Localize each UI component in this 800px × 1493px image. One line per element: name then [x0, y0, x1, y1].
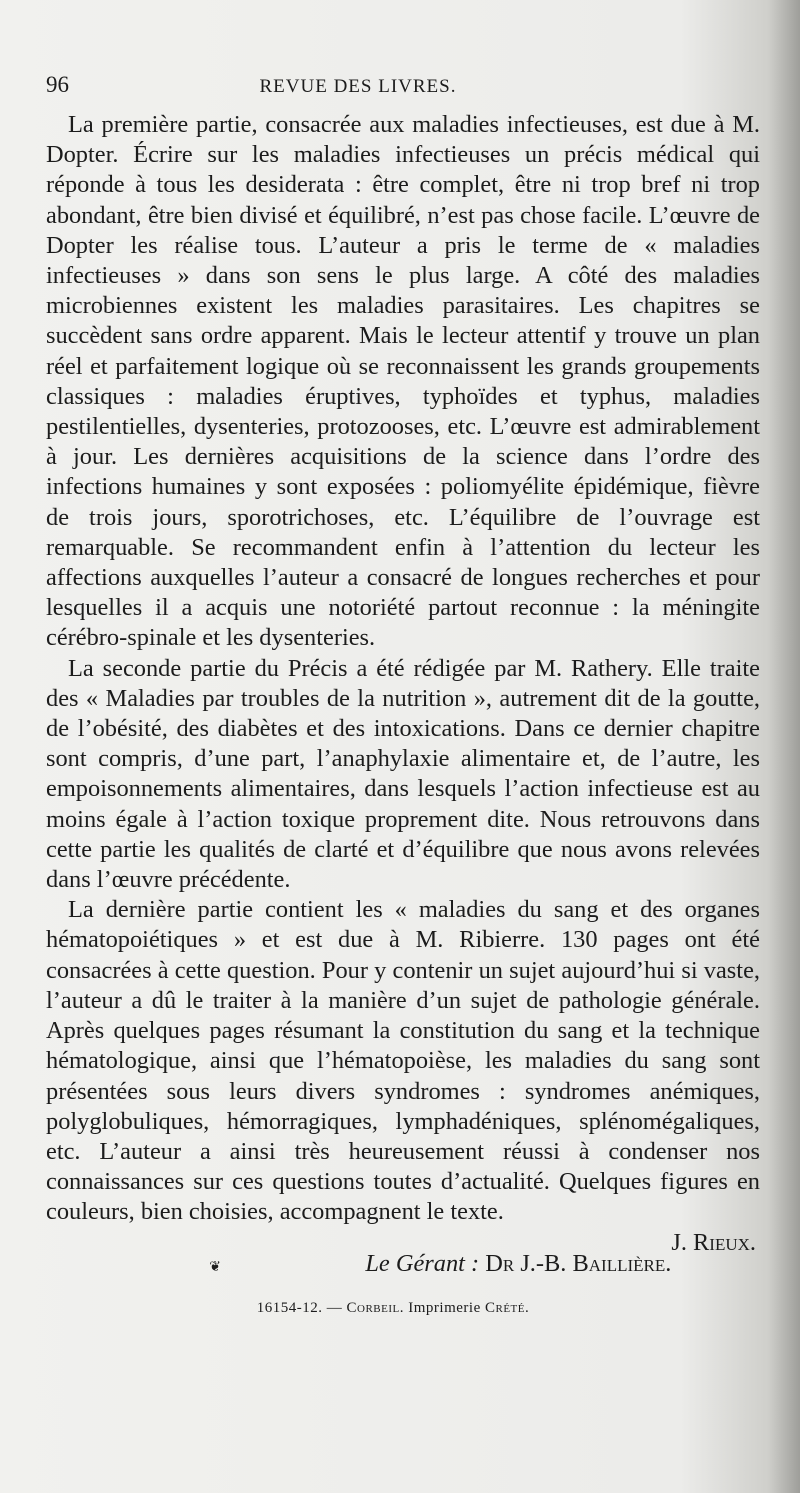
fleuron-ornament-icon: ❦ — [209, 1259, 221, 1275]
page-header — [46, 72, 760, 106]
imprint-printer: Imprimerie — [408, 1299, 481, 1316]
paragraph-third-part: La dernière partie contient les « maladies du sang et des organes hématopoiétiques » et est due à M. Ribierre. 130 pages ont été consacrées à cette question. Pour y contenir un sujet aujourd’hui si vaste, l’auteur a dû le traiter à la manière d’un sujet de pathologie générale. Après quelques pages résumant la constitution du sang et la technique hématologique, ainsi que l’hématopoièse, les maladies du sang sont présentées sous leurs divers syndromes : syndromes anémiques, polyglobuliques, hémorragiques, lymphadéniques, splénomégaliques, etc. L’auteur a ainsi très heureusement réussi à condenser nos connaissances sur ces questions toutes d’actualité. Quelques figures en couleurs, bien choisies, accompagnent le texte. — [46, 896, 760, 1226]
imprint-name: Crété. — [484, 1299, 530, 1316]
paragraph-second-part: La seconde partie du Précis a été rédigée par M. Rathery. Elle traite des « Maladies par troubles de la nutrition », autrement dit de la goutte, de l’obésité, des diabètes et des intoxications. Dans ce dernier chapitre sont compris, d’une part, l’anaphylaxie alimentaire et, de l’autre, les empoisonnements alimentaires, dans lesquels l’action infectieuse est au moins égale à l’action toxique proprement dite. Nous retrouvons dans cette partie les qualités de clarté et d’équilibre que nous avons relevées dans l’œuvre précédente. — [46, 654, 760, 894]
imprint-dash: — — [326, 1299, 343, 1316]
imprint-number: 16154-12. — [256, 1299, 323, 1316]
imprint-city: Corbeil. — [346, 1299, 404, 1316]
gerant-name: Dr J.-B. Baillière. — [485, 1249, 672, 1277]
printer-imprint — [46, 1300, 760, 1317]
running-title: REVUE DES LIVRES. — [259, 76, 457, 97]
review-body — [46, 110, 760, 1256]
review-signature: J. Rieux. — [671, 1228, 756, 1256]
gerant-label: Le Gérant : — [365, 1249, 480, 1277]
paragraph-first-part: La première partie, consacrée aux maladies infectieuses, est due à M. Dopter. Écrire sur les maladies infectieuses un précis médical qui réponde à tous les desiderata : être complet, être ni trop bref ni trop abondant, être bien divisé et équilibré, n’est pas chose facile. L’œuvre de Dopter les réalise tous. L’auteur a pris le terme de « maladies infectieuses » dans son sens le plus large. A côté des maladies microbiennes existent les maladies parasitaires. Les chapitres se succèdent sans ordre apparent. Mais le lecteur attentif y trouve un plan réel et parfaitement logique où se reconnaissent les grands groupements classiques : maladies éruptives, typhoïdes et typhus, maladies pestilentielles, dysenteries, protozooses, etc. L’œuvre est admirablement à jour. Les dernières acquisitions de la science dans l’ordre des infections humaines y sont exposées : poliomyélite épidémique, fièvre de trois jours, sporotrichoses, etc. L’équilibre de l’ouvrage est remarquable. Se recommandent enfin à l’attention du lecteur les affections auxquelles l’auteur a consacré de longues recherches et pour lesquelles il a acquis une notoriété partout reconnue : la méningite cérébro-spinale et les dysenteries. — [46, 111, 760, 652]
page-number: 96 — [46, 72, 69, 97]
gerant-line — [46, 1250, 760, 1278]
